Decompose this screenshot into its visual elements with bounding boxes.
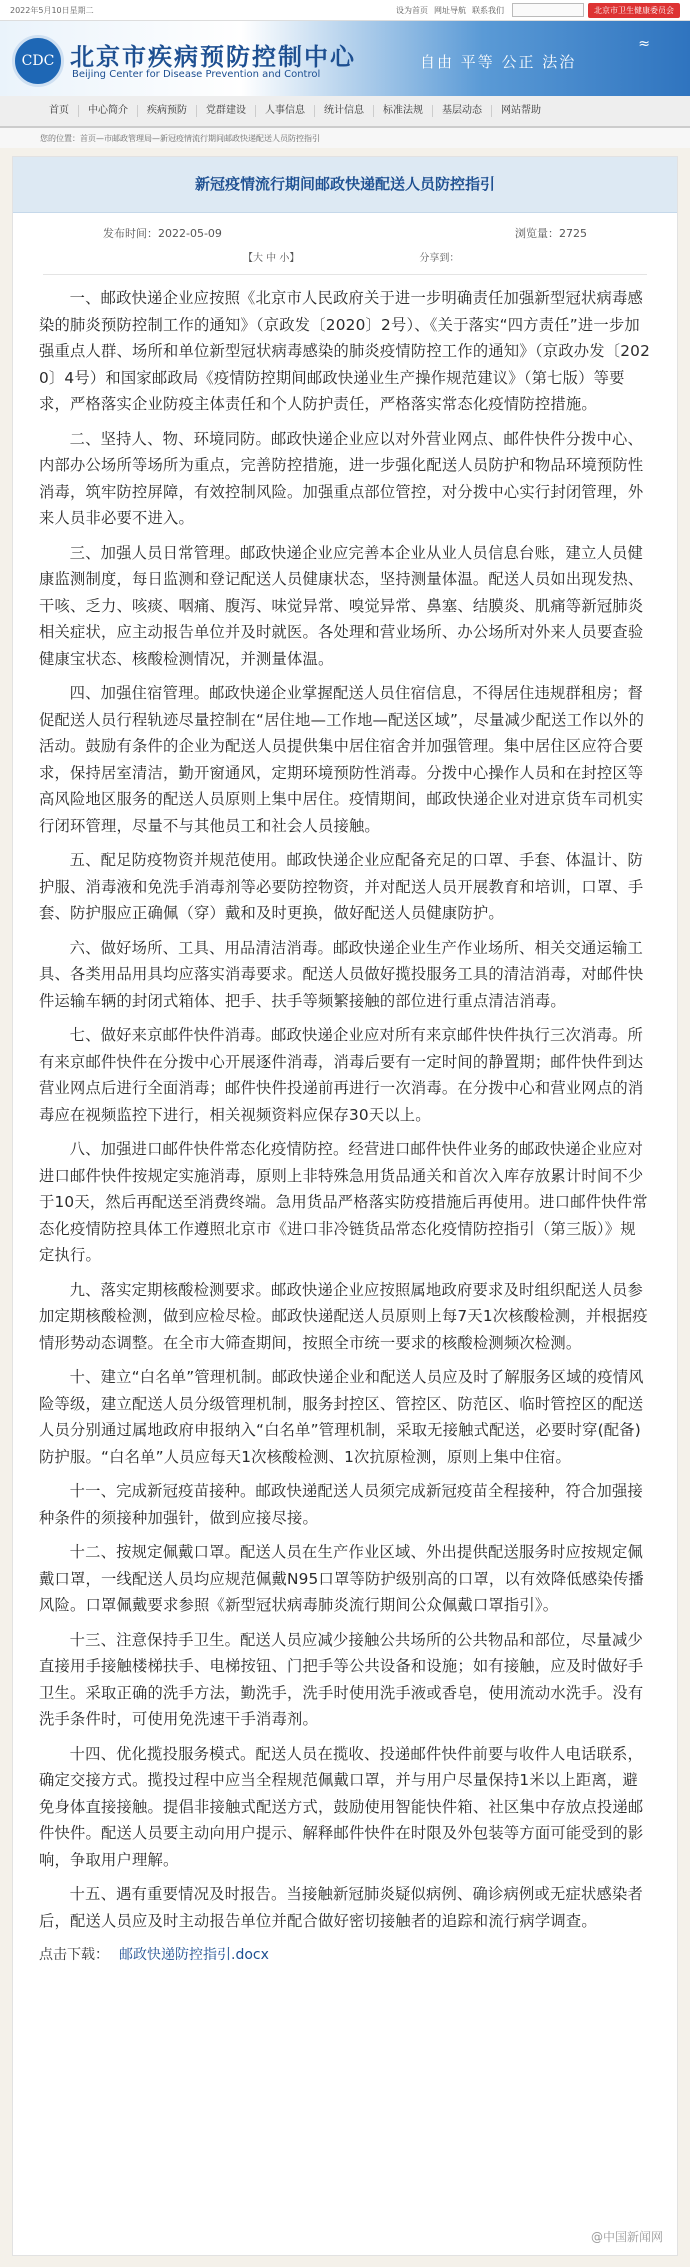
- site-nav-link[interactable]: 网址导航: [434, 5, 466, 15]
- view-count-label: 浏览量：: [515, 227, 559, 240]
- nav-help[interactable]: 网站帮助: [501, 105, 541, 116]
- download-label: 点击下载：: [39, 1947, 109, 1963]
- article-tools: [43, 245, 647, 275]
- font-size-switcher[interactable]: 【大 中 小】: [243, 253, 300, 264]
- article-panel: [12, 156, 678, 2256]
- nav-regulations[interactable]: 标准法规: [374, 105, 433, 117]
- banner-slogan: 自由 平等 公正 法治: [420, 53, 577, 71]
- article-paragraph: 二、坚持人、物、环境同防。邮政快递企业应以对外营业网点、邮件快件分拨中心、内部办公场所等场所为重点，完善防控措施，进一步强化配送人员防护和物品环境预防性消毒，筑牢防控屏障，有效控制风险。加强重点部位管控，对分拨中心实行封闭管理，外来人员非必要不进入。: [39, 429, 644, 527]
- article-paragraph: 三、加强人员日常管理。邮政快递企业应完善本企业从业人员信息台账，建立人员健康监测制度，每日监测和登记配送人员健康状态，坚持测量体温。配送人员如出现发热、干咳、乏力、咳痰、咽痛、腹泻、味觉异常、嗅觉异常、鼻塞、结膜炎、肌痛等新冠肺炎相关症状，应主动报告单位并及时就医。各处理和营业场所、办公场所对外来人员要查验健康宝状态、核酸检测情况，并测量体温。: [39, 543, 644, 668]
- article-paragraph: 十五、遇有重要情况及时报告。当接触新冠肺炎疑似病例、确诊病例或无症状感染者后，配送人员应及时主动报告单位并配合做好密切接触者的追踪和流行病学调查。: [39, 1885, 643, 1930]
- article-body: [13, 275, 677, 1964]
- breadcrumb: 您的位置：首页—市邮政管理局—新冠疫情流行期间邮政快递配送人员防控指引: [0, 128, 690, 148]
- article-title: 新冠疫情流行期间邮政快递配送人员防控指引: [13, 157, 677, 213]
- health-commission-link[interactable]: 北京市卫生健康委员会: [588, 3, 680, 18]
- article-paragraph: 八、加强进口邮件快件常态化疫情防控。经营进口邮件快件业务的邮政快递企业应对进口邮件快件按规定实施消毒，原则上非特殊急用货品通关和首次入库存放累计时间不少于10天，然后再配送至消费终端。急用货品严格落实防疫措施后再使用。进口邮件快件常态化疫情防控具体工作遵照北京市《进口非冷链货品常态化疫情防控指引（第三版）》规定执行。: [39, 1140, 648, 1264]
- top-links: [396, 5, 504, 16]
- article-paragraph: 九、落实定期核酸检测要求。邮政快递企业应按照属地政府要求及时组织配送人员参加定期核酸检测，做到应检尽检。邮政快递配送人员原则上每7天1次核酸检测，并根据疫情形势动态调整。在全市大筛查期间，按照全市统一要求的核酸检测频次检测。: [39, 1280, 648, 1352]
- main-nav: [0, 96, 690, 128]
- article-paragraph: 十二、按规定佩戴口罩。配送人员在生产作业区域、外出提供配送服务时应按规定佩戴口罩，一线配送人员均应规范佩戴N95口罩等防护级别高的口罩，以有效降低感染传播风险。口罩佩戴要求参照《新型冠状病毒肺炎流行期间公众佩戴口罩指引》。: [39, 1543, 644, 1614]
- search-input[interactable]: [512, 3, 584, 17]
- site-name: 北京市疾病预防控制中心: [70, 42, 356, 71]
- nav-statistics[interactable]: 统计信息: [315, 105, 374, 117]
- nav-about[interactable]: 中心简介: [79, 105, 138, 117]
- article-paragraph: 十、建立“白名单”管理机制。邮政快递企业和配送人员应及时了解服务区域的疫情风险等级，建立配送人员分级管理机制，服务封控区、管控区、防范区、临时管控区的配送人员分别通过属地政府申报纳入“白名单”管理机制，采取无接触式配送，必要时穿(配备)防护服。“白名单”人员应每天1次核酸检测、1次抗原检测，原则上集中住宿。: [39, 1368, 644, 1466]
- article-paragraph: 六、做好场所、工具、用品清洁消毒。邮政快递企业生产作业场所、相关交通运输工具、各类用品用具均应落实消毒要求。配送人员做好揽投服务工具的清洁消毒，对邮件快件运输车辆的封闭式箱体、把手、扶手等频繁接触的部位进行重点清洁消毒。: [39, 938, 644, 1010]
- site-banner: [0, 21, 690, 96]
- nav-party-building[interactable]: 党群建设: [197, 105, 256, 117]
- article-paragraph: 七、做好来京邮件快件消毒。邮政快递企业应对所有来京邮件快件执行三次消毒。所有来京邮件快件在分拨中心开展逐件消毒，消毒后要有一定时间的静置期；邮件快件到达营业网点后进行全面消毒；邮件快件投递前再进行一次消毒。在分拨中心和营业网点的消毒应在视频监控下进行，相关视频资料应保存30天以上。: [39, 1026, 644, 1124]
- nav-grassroots[interactable]: 基层动态: [433, 105, 492, 117]
- article-paragraph: 十三、注意保持手卫生。配送人员应减少接触公共场所的公共物品和部位，尽量减少直接用手接触楼梯扶手、电梯按钮、门把手等公共设备和设施；如有接触，应及时做好手卫生。采取正确的洗手方法，勤洗手，洗手时使用洗手液或香皂，使用流动水洗手。没有洗手条件时，可使用免洗速干手消毒剂。: [39, 1630, 644, 1728]
- article-meta: [13, 213, 677, 245]
- nav-disease-prevention[interactable]: 疾病预防: [138, 105, 197, 117]
- nav-home[interactable]: 首页: [40, 105, 79, 117]
- download-row: [39, 1944, 651, 1964]
- article-paragraph: 一、邮政快递企业应按照《北京市人民政府关于进一步明确责任加强新型冠状病毒感染的肺炎预防控制工作的通知》（京政发〔2020〕2号）、《关于落实“四方责任”进一步加强重点人群、场所和单位新型冠状病毒感染的肺炎疫情防控工作的通知》（京政办发〔2020〕4号）和国家邮政局《疫情防控期间邮政快递业生产操作规范建议》（第七版）等要求，严格落实企业防疫主体责任和个人防护责任，严格落实常态化疫情防控措施。: [39, 289, 651, 413]
- publish-date: 发布时间：2022-05-09: [103, 227, 222, 240]
- download-link[interactable]: 邮政快递防控指引.docx: [119, 1947, 269, 1963]
- view-count: [515, 225, 587, 241]
- article-paragraph: 十四、优化揽投服务模式。配送人员在揽收、投递邮件快件前要与收件人电话联系，确定交接方式。揽投过程中应当全程规范佩戴口罩，并与用户尽量保持1米以上距离，避免身体直接接触。提倡非接触式配送方式，鼓励使用智能快件箱、社区集中存放点投递邮件快件。配送人员要主动向用户提示、解释邮件快件在时限及外包装等方面可能受到的影响，争取用户理解。: [39, 1744, 644, 1869]
- top-bar: [0, 0, 690, 21]
- current-date: 2022年5月10日星期二: [10, 5, 94, 15]
- article-paragraph: 四、加强住宿管理。邮政快递企业掌握配送人员住宿信息，不得居住违规群租房；督促配送人员行程轨迹尽量控制在“居住地—工作地—配送区域”，尽量减少配送工作以外的活动。鼓励有条件的企业为配送人员提供集中居住宿舍并加强管理。集中居住区应符合要求，保持居室清洁，勤开窗通风，定期环境预防性消毒。分拨中心操作人员和在封控区等高风险地区服务的配送人员原则上集中居住。疫情期间，邮政快递企业对进京货车司机实行闭环管理，尽量不与其他员工和社会人员接触。: [39, 684, 645, 835]
- view-count-value: 2725: [559, 227, 587, 240]
- article-paragraph: 十一、完成新冠疫苗接种。邮政快递配送人员须完成新冠疫苗全程接种，符合加强接种条件的须接种加强针，做到应接尽接。: [39, 1482, 643, 1527]
- source-watermark: @中国新闻网: [590, 2230, 663, 2244]
- cdc-logo[interactable]: CDC: [12, 35, 64, 87]
- nav-personnel[interactable]: 人事信息: [256, 105, 315, 117]
- article-paragraph: 五、配足防疫物资并规范使用。邮政快递企业应配备充足的口罩、手套、体温计、防护服、消毒液和免洗手消毒剂等必要防控物资，并对配送人员开展教育和培训，口罩、手套、防护服应正确佩（穿）戴和及时更换，做好配送人员健康防护。: [39, 851, 644, 922]
- set-homepage-link[interactable]: 设为首页: [396, 5, 428, 15]
- seagull-icon: ≈: [638, 36, 650, 52]
- site-name-en: Beijing Center for Disease Prevention and Control: [72, 69, 321, 80]
- share-label[interactable]: 分享到：: [419, 253, 460, 264]
- contact-link[interactable]: 联系我们: [472, 5, 504, 15]
